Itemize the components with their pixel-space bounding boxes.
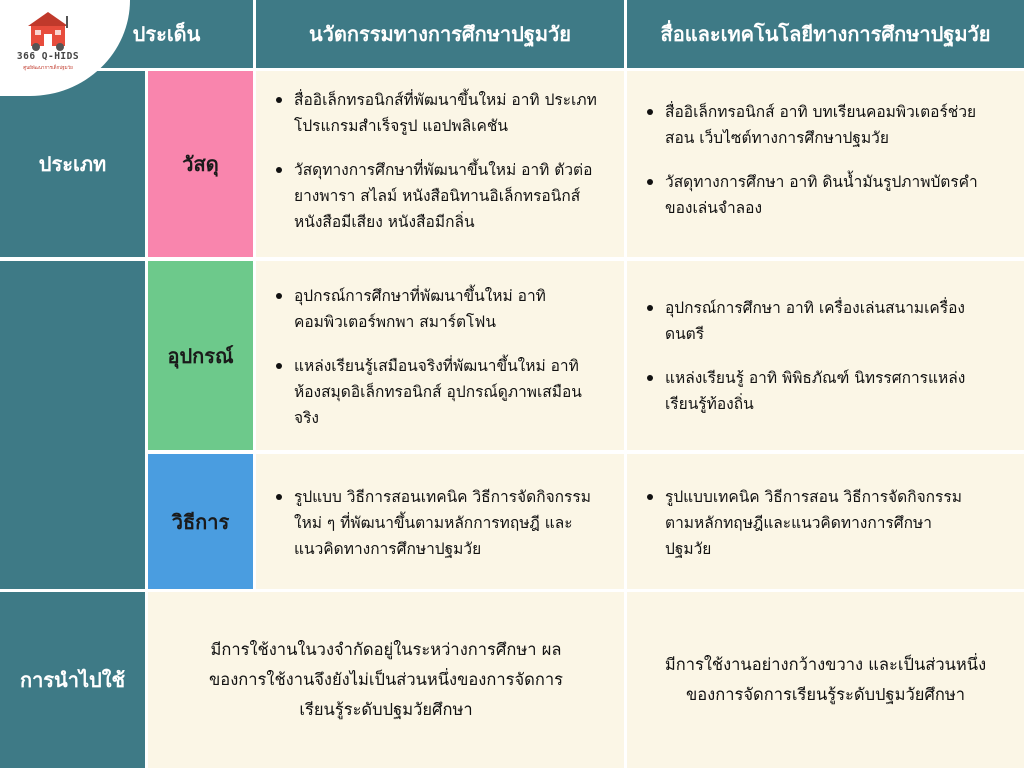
list-item: สื่ออิเล็กทรอนิกส์ที่พัฒนาขึ้นใหม่ อาทิ ประเภทโปรแกรมสำเร็จรูป แอปพลิเคชัน [268, 87, 606, 139]
materials-innovation-list [268, 87, 606, 235]
methods-media-cell [627, 454, 1024, 589]
equipment-media-list [639, 295, 984, 417]
logo-text: 366 Q-HIDS [16, 51, 80, 62]
list-item: แหล่งเรียนรู้ อาทิ พิพิธภัณฑ์ นิทรรศการแหล่งเรียนรู้ท้องถิ่น [639, 365, 984, 417]
materials-innovation-cell [256, 71, 624, 257]
equipment-innovation-cell [256, 261, 624, 450]
list-item: อุปกรณ์การศึกษา อาทิ เครื่องเล่นสนามเครื่องดนตรี [639, 295, 984, 347]
methods-innovation-list [268, 484, 594, 562]
row-label-type: ประเภท [0, 71, 145, 257]
equipment-innovation-list [268, 283, 606, 431]
methods-innovation-cell [256, 454, 624, 589]
logo-tagline: ศูนย์พัฒนาการเด็กปฐมวัย [23, 66, 73, 71]
list-item: แหล่งเรียนรู้เสมือนจริงที่พัฒนาขึ้นใหม่ อาทิ ห้องสมุดอิเล็กทรอนิกส์ อุปกรณ์ดูภาพเสมือนจริง [268, 353, 606, 431]
house-logo-icon [0, 2, 96, 56]
methods-media-list [639, 484, 964, 562]
row-label-type-continued [0, 261, 145, 589]
subcategory-materials: วัสดุ [148, 71, 253, 257]
row-label-usage: การนำไปใช้ [0, 592, 145, 768]
list-item: รูปแบบเทคนิค วิธีการสอน วิธีการจัดกิจกรรมตามหลักทฤษฎีและแนวคิดทางการศึกษาปฐมวัย [639, 484, 964, 562]
list-item: รูปแบบ วิธีการสอนเทคนิค วิธีการจัดกิจกรรมใหม่ ๆ ที่พัฒนาขึ้นตามหลักการทฤษฎี และแนวคิดทางการศึกษาปฐมวัย [268, 484, 594, 562]
subcategory-methods: วิธีการ [148, 454, 253, 589]
materials-media-cell [627, 71, 1024, 257]
list-item: วัสดุทางการศึกษาที่พัฒนาขึ้นใหม่ อาทิ ตัวต่อยางพารา สไลม์ หนังสือนิทานอิเล็กทรอนิกส์ หนังสือมีเสียง หนังสือมีกลิ่น [268, 157, 606, 235]
list-item: สื่ออิเล็กทรอนิกส์ อาทิ บทเรียนคอมพิวเตอร์ช่วยสอน เว็บไซต์ทางการศึกษาปฐมวัย [639, 99, 1000, 151]
header-media: สื่อและเทคโนโลยีทางการศึกษาปฐมวัย [627, 0, 1024, 68]
equipment-media-cell [627, 261, 1024, 450]
header-innovation: นวัตกรรมทางการศึกษาปฐมวัย [256, 0, 624, 68]
usage-innovation-cell: มีการใช้งานในวงจำกัดอยู่ในระหว่างการศึกษา ผลของการใช้งานจึงยังไม่เป็นส่วนหนึ่งของการจัดการเรียนรู้ระดับปฐมวัยศึกษา [148, 592, 624, 768]
list-item: วัสดุทางการศึกษา อาทิ ดินน้ำมันรูปภาพบัตรคำ ของเล่นจำลอง [639, 169, 1000, 221]
list-item: อุปกรณ์การศึกษาที่พัฒนาขึ้นใหม่ อาทิ คอมพิวเตอร์พกพา สมาร์ตโฟน [268, 283, 606, 335]
usage-media-cell: มีการใช้งานอย่างกว้างขวาง และเป็นส่วนหนึ่งของการจัดการเรียนรู้ระดับปฐมวัยศึกษา [627, 592, 1024, 768]
materials-media-list [639, 99, 1000, 221]
header-topic: ประเด็น [0, 0, 253, 68]
subcategory-equipment: อุปกรณ์ [148, 261, 253, 450]
